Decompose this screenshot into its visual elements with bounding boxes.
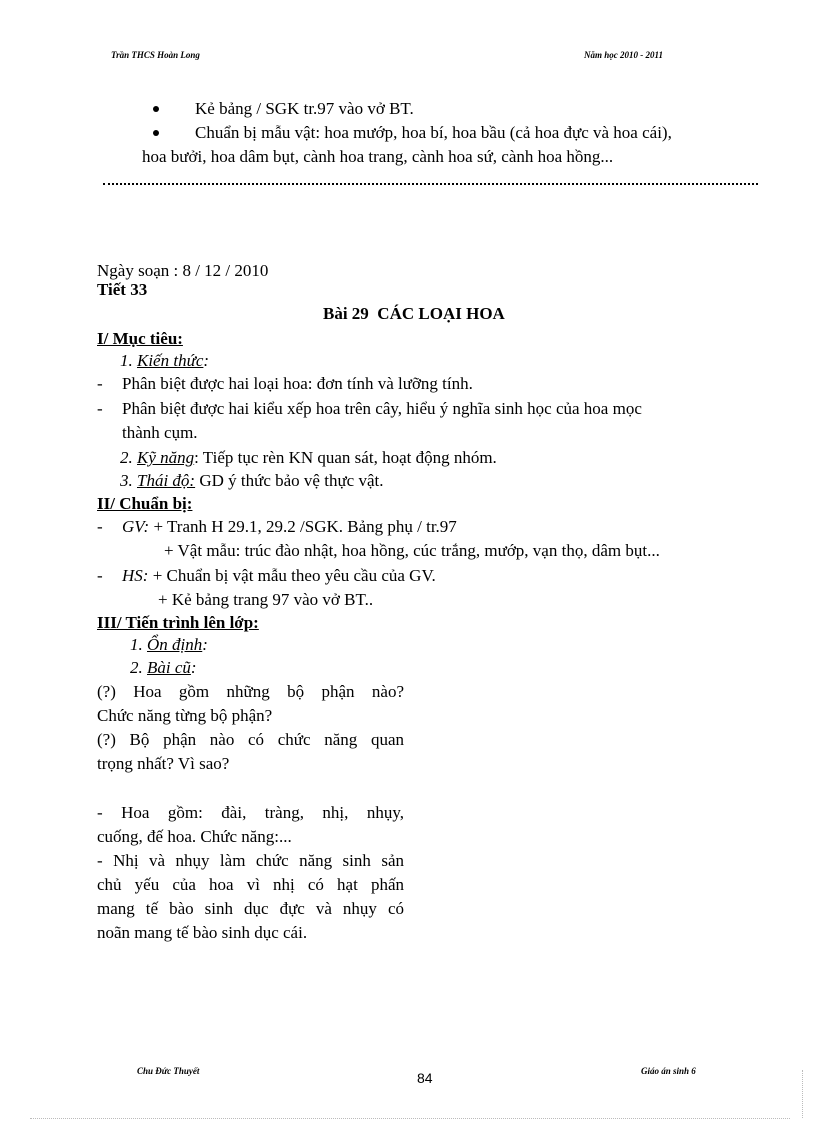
section-preparation-heading: II/ Chuẩn bị: bbox=[97, 494, 193, 513]
knowledge-number: 1. bbox=[120, 351, 133, 370]
student-prep-text: + Chuẩn bị vật mẫu theo yêu cầu của GV. bbox=[148, 566, 436, 585]
footer-subject: Giáo án sinh 6 bbox=[641, 1066, 696, 1076]
prep-bullet-2-line2: hoa bưởi, hoa dâm bụt, cành hoa trang, cành hoa sứ, cành hoa hồng... bbox=[142, 147, 614, 166]
student-prep-line1 bbox=[122, 564, 436, 588]
answer-1-line1: - Hoa gồm: đài, tràng, nhị, nhụy, bbox=[97, 803, 404, 822]
question-2 bbox=[97, 728, 404, 776]
question-2-line1: (?) Bộ phận nào có chức năng quan bbox=[97, 730, 404, 749]
section-objectives-heading: I/ Mục tiêu: bbox=[97, 329, 183, 348]
step2-label: Bài cũ bbox=[147, 658, 191, 677]
skill-line bbox=[120, 446, 497, 470]
prep-bullet-1: Kẻ bảng / SGK tr.97 vào vở BT. bbox=[195, 99, 414, 118]
lesson-title: Bài 29 CÁC LOẠI HOA bbox=[323, 304, 505, 323]
knowledge-label: Kiến thức bbox=[137, 351, 204, 370]
list-dash: - bbox=[97, 399, 103, 418]
header-school-year: Năm học 2010 - 2011 bbox=[584, 50, 664, 60]
section-procedure-heading: III/ Tiến trình lên lớp: bbox=[97, 613, 259, 632]
attitude-number: 3. bbox=[120, 471, 133, 490]
attitude-line bbox=[120, 469, 383, 493]
teacher-prep-line1 bbox=[122, 515, 457, 539]
step-stabilize bbox=[130, 633, 208, 657]
question-1 bbox=[97, 680, 404, 728]
list-dash: - bbox=[97, 566, 103, 585]
footer-author: Chu Đức Thuyết bbox=[137, 1066, 200, 1076]
header-school: Trần THCS Hoàn Long bbox=[111, 50, 200, 60]
answer-2-line4: noãn mang tế bào sinh dục cái. bbox=[97, 923, 308, 942]
teacher-label: GV: bbox=[122, 517, 150, 536]
knowledge-item-2-line1: Phân biệt được hai kiểu xếp hoa trên cây, hiểu ý nghĩa sinh học của hoa mọc bbox=[122, 399, 642, 418]
skill-label: Kỹ năng bbox=[137, 448, 195, 467]
dotted-divider bbox=[103, 183, 758, 185]
bullet-icon bbox=[153, 130, 159, 136]
student-label: HS: bbox=[122, 566, 149, 585]
list-dash: - bbox=[97, 374, 103, 393]
question-1-line2: Chức năng từng bộ phận? bbox=[97, 706, 273, 725]
answer-2-line2: chủ yếu của hoa vì nhị có hạt phấn bbox=[97, 875, 404, 894]
step1-number: 1. bbox=[130, 635, 143, 654]
step-old-lesson bbox=[130, 656, 197, 680]
teacher-prep-line2: + Vật mẫu: trúc đào nhật, hoa hồng, cúc trắng, mướp, vạn thọ, dâm bụt... bbox=[164, 541, 660, 560]
answer-2 bbox=[97, 849, 404, 945]
answer-1 bbox=[97, 801, 404, 849]
prep-bullet-2-line1: Chuẩn bị mẫu vật: hoa mướp, hoa bí, hoa bầu (cả hoa đực và hoa cái), bbox=[195, 123, 672, 142]
knowledge-colon: : bbox=[203, 351, 210, 370]
list-dash: - bbox=[97, 517, 103, 536]
question-2-line2: trọng nhất? Vì sao? bbox=[97, 754, 230, 773]
page-border-right bbox=[802, 1070, 803, 1118]
attitude-label: Thái độ: bbox=[137, 471, 196, 490]
question-1-line1: (?) Hoa gồm những bộ phận nào? bbox=[97, 682, 404, 701]
date-line: Ngày soạn : 8 / 12 / 2010 bbox=[97, 261, 269, 280]
page-number: 84 bbox=[417, 1070, 433, 1086]
knowledge-heading bbox=[120, 349, 209, 373]
skill-text: : Tiếp tục rèn KN quan sát, hoạt động nhóm. bbox=[194, 448, 497, 467]
answer-1-line2: cuống, đế hoa. Chức năng:... bbox=[97, 827, 292, 846]
period-label: Tiết 33 bbox=[97, 280, 148, 299]
step2-number: 2. bbox=[130, 658, 143, 677]
skill-number: 2. bbox=[120, 448, 133, 467]
attitude-text: GD ý thức bảo vệ thực vật. bbox=[195, 471, 384, 490]
student-prep-line2: + Kẻ bảng trang 97 vào vở BT.. bbox=[158, 590, 374, 609]
step1-label: Ổn định bbox=[147, 635, 203, 654]
page-border-bottom bbox=[30, 1118, 790, 1119]
knowledge-item-2-line2: thành cụm. bbox=[122, 423, 198, 442]
step1-colon: : bbox=[202, 635, 208, 654]
step2-colon: : bbox=[190, 658, 197, 677]
answer-2-line3: mang tế bào sinh dục đực và nhụy có bbox=[97, 899, 404, 918]
knowledge-item-1: Phân biệt được hai loại hoa: đơn tính và lưỡng tính. bbox=[122, 374, 473, 393]
bullet-icon bbox=[153, 106, 159, 112]
teacher-prep-text: + Tranh H 29.1, 29.2 /SGK. Bảng phụ / tr.97 bbox=[149, 517, 457, 536]
answer-2-line1: - Nhị và nhụy làm chức năng sinh sản bbox=[97, 851, 404, 870]
